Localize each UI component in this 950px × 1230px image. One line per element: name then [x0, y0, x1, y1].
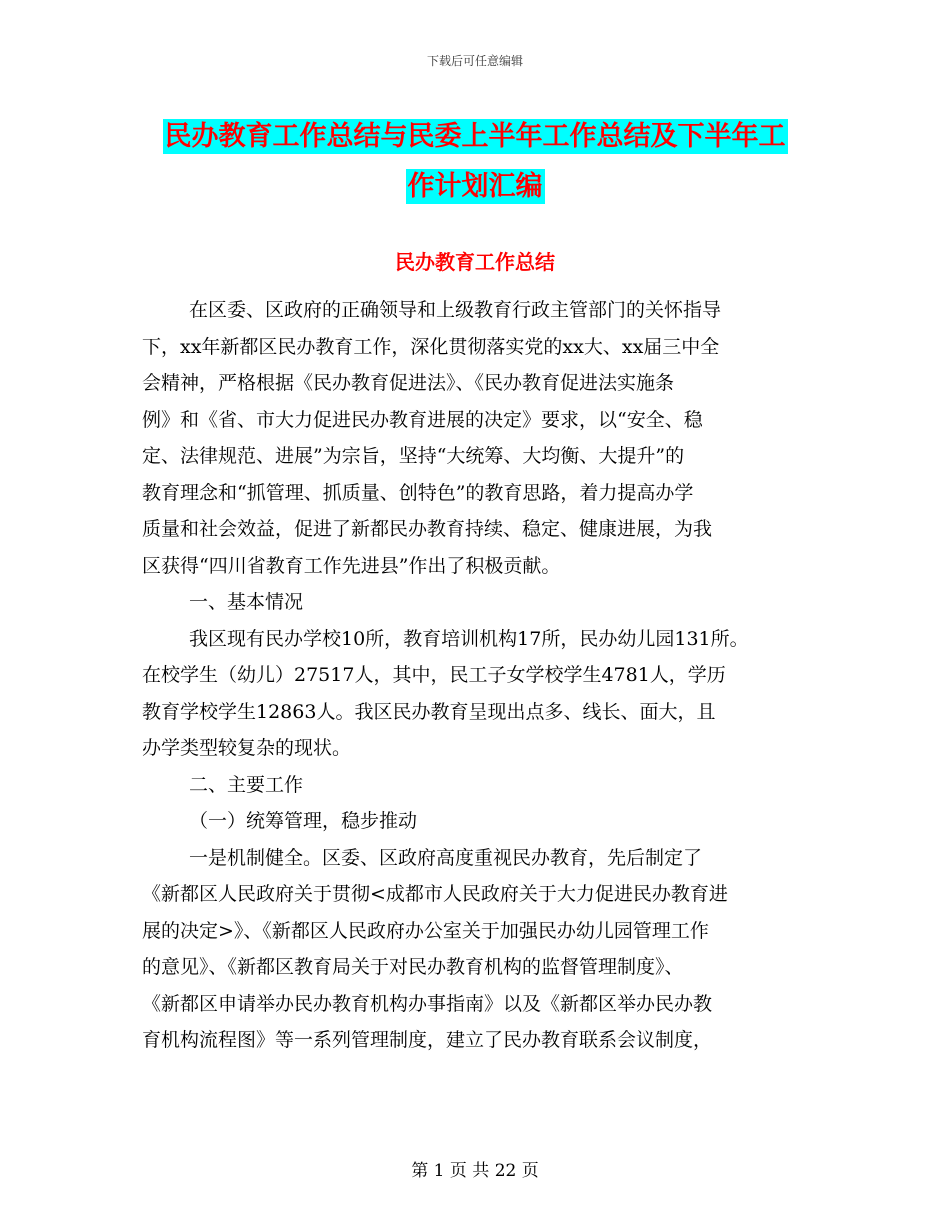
document-title: [140, 112, 810, 212]
paragraph-line: 我区现有民办学校10所，教育培训机构17所，民办幼儿园131所。: [189, 627, 749, 650]
paragraph-line: 教育理念和“抓管理、抓质量、创特色”的教育思路，着力提高办学: [142, 481, 694, 504]
paragraph-line: 例》和《省、市大力促进民办教育进展的决定》要求，以“安全、稳: [142, 408, 703, 431]
page-header-note: 下载后可任意编辑: [426, 54, 523, 68]
document-title-line1: 民办教育工作总结与民委上半年工作总结及下半年工: [164, 121, 786, 152]
paragraph-line: 区获得“四川省教育工作先进县”作出了积极贡献。: [142, 554, 561, 577]
paragraph-line: 的意见》、《新都区教育局关于对民办教育机构的监督管理制度》、: [142, 956, 684, 978]
subheading-basic-situation: 一、基本情况: [189, 591, 304, 613]
document-title-line2: 作计划汇编: [407, 171, 543, 202]
subheading-coordination: （一）统筹管理，稳步推动: [189, 810, 418, 832]
subheading-main-work: 二、主要工作: [189, 773, 304, 796]
paragraph-line: 《新都区申请举办民办教育机构办事指南》以及《新都区举办民办教: [142, 992, 713, 1015]
paragraph-line: 一是机制健全。区委、区政府高度重视民办教育，先后制定了: [189, 846, 703, 869]
paragraph-line: 展的决定>》、《新都区人民政府办公室关于加强民办幼儿园管理工作: [142, 919, 709, 942]
paragraph-line: 下，xx年新都区民办教育工作，深化贯彻落实党的xx大、xx届三中全: [142, 335, 720, 358]
paragraph-line: 质量和社会效益，促进了新都民办教育持续、稳定、健康进展，为我: [142, 518, 713, 540]
paragraph-line: 育机构流程图》等一系列管理制度，建立了民办教育联系会议制度，: [142, 1029, 713, 1051]
paragraph-line: 定、法律规范、进展”为宗旨，坚持“大统筹、大均衡、大提升”的: [142, 445, 685, 467]
paragraph-line: 会精神，严格根据《民办教育促进法》、《民办教育促进法实施条: [142, 372, 675, 394]
paragraph-line: 办学类型较复杂的现状。: [142, 737, 352, 759]
paragraph-line: 教育学校学生12863人。我区民办教育呈现出点多、线长、面大，且: [142, 700, 716, 723]
paragraph-line: 在区委、区政府的正确领导和上级教育行政主管部门的关怀指导: [189, 299, 722, 321]
paragraph-line: 在校学生（幼儿）27517人，其中，民工子女学校学生4781人，学历: [142, 664, 726, 686]
page-number: 第 1 页 共 22 页: [411, 1161, 539, 1181]
body-text: [142, 292, 822, 1059]
section-heading: 民办教育工作总结: [395, 250, 555, 274]
paragraph-line: 《新都区人民政府关于贯彻<成都市人民政府关于大力促进民办教育进: [142, 883, 728, 905]
